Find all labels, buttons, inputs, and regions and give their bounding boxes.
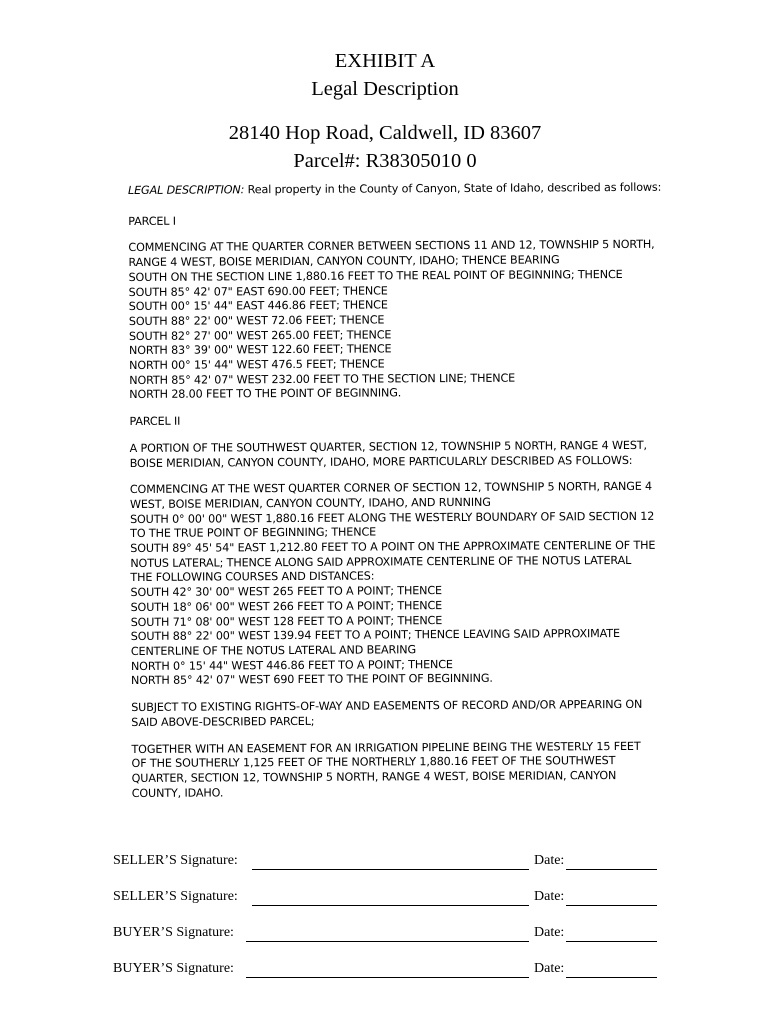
date-line[interactable]	[566, 869, 657, 870]
description-line: SOUTH 0° 00' 00" WEST 1,880.16 FEET ALONG THE WESTERLY BOUNDARY OF SAID SECTION 12	[130, 509, 655, 526]
exhibit-title: EXHIBIT A	[334, 50, 436, 72]
description-line: SAID ABOVE-DESCRIBED PARCEL;	[131, 714, 315, 729]
description-line: A PORTION OF THE SOUTHWEST QUARTER, SECTION 12, TOWNSHIP 5 NORTH, RANGE 4 WEST,	[129, 438, 647, 455]
signature-label: SELLER’S Signature:	[113, 889, 238, 904]
date-label: Date:	[534, 889, 565, 904]
date-line[interactable]	[566, 941, 657, 942]
legal-description-body	[128, 181, 662, 814]
signature-block	[113, 853, 658, 997]
description-line: THE FOLLOWING COURSES AND DISTANCES:	[130, 569, 375, 585]
parcel-ii-subject-to	[131, 698, 661, 731]
description-line: NORTH 85° 42' 07" WEST 232.00 FEET TO THE SECTION LINE; THENCE	[129, 371, 516, 387]
description-line: SUBJECT TO EXISTING RIGHTS-OF-WAY AND EASEMENTS OF RECORD AND/OR APPEARING ON	[131, 697, 643, 715]
signature-label: SELLER’S Signature:	[113, 853, 238, 868]
description-line: NORTH 0° 15' 44" WEST 446.86 FEET TO A POINT; THENCE	[130, 657, 453, 673]
description-line: WEST, BOISE MERIDIAN, CANYON COUNTY, IDAHO, AND RUNNING	[129, 495, 491, 511]
date-line[interactable]	[566, 977, 657, 978]
seller-signature-row	[113, 853, 658, 889]
description-line: COMMENCING AT THE WEST QUARTER CORNER OF SECTION 12, TOWNSHIP 5 NORTH, RANGE 4	[129, 480, 653, 497]
property-address: 28140 Hop Road, Caldwell, ID 83607	[228, 122, 542, 144]
date-label: Date:	[534, 925, 565, 940]
parcel-i-description	[128, 238, 659, 403]
description-line: QUARTER, SECTION 12, TOWNSHIP 5 NORTH, RANGE 4 WEST, BOISE MERIDIAN, CANYON	[131, 768, 617, 785]
parcel-i-title: PARCEL I	[128, 214, 176, 228]
description-line: NORTH 83° 39' 00" WEST 122.60 FEET; THENCE	[128, 342, 392, 358]
description-line: SOUTH 85° 42' 07" EAST 690.00 FEET; THENCE	[128, 283, 388, 299]
parcel-ii-courses	[130, 480, 661, 689]
description-line: SOUTH 42° 30' 00" WEST 265 FEET TO A POINT; THENCE	[130, 584, 442, 600]
signature-line[interactable]	[246, 977, 529, 978]
header-gap	[0, 103, 770, 119]
signature-line[interactable]	[246, 941, 529, 942]
description-line: NORTH 85° 42' 07" WEST 690 FEET TO THE POINT OF BEGINNING.	[130, 672, 493, 688]
legal-intro	[128, 180, 662, 199]
exhibit-subtitle: Legal Description	[311, 78, 459, 100]
signature-line[interactable]	[252, 905, 529, 906]
description-line: COUNTY, IDAHO.	[131, 786, 224, 800]
description-line: RANGE 4 WEST, BOISE MERIDIAN, CANYON COUNTY, IDAHO; THENCE BEARING	[128, 253, 560, 270]
description-line: TO THE TRUE POINT OF BEGINNING; THENCE	[130, 525, 377, 541]
document-header	[0, 47, 770, 175]
description-line: SOUTH 82° 27' 00" WEST 265.00 FEET; THENCE	[128, 328, 392, 343]
description-line: BOISE MERIDIAN, CANYON COUNTY, IDAHO, MORE PARTICULARLY DESCRIBED AS FOLLOWS:	[129, 453, 633, 470]
signature-label: BUYER’S Signature:	[113, 925, 234, 940]
buyer-signature-row	[113, 961, 658, 997]
parcel-number: Parcel#: R38305010 0	[293, 150, 477, 172]
description-line: SOUTH 18° 06' 00" WEST 266 FEET TO A POINT; THENCE	[130, 598, 443, 614]
description-line: SOUTH 88° 22' 00" WEST 72.06 FEET; THENCE	[128, 313, 385, 328]
parcel-ii-title: PARCEL II	[129, 414, 181, 429]
description-line: SOUTH ON THE SECTION LINE 1,880.16 FEET TO THE REAL POINT OF BEGINNING; THENCE	[128, 267, 623, 284]
description-line: SOUTH 89° 45' 54" EAST 1,212.80 FEET TO A POINT ON THE APPROXIMATE CENTERLINE OF THE	[130, 538, 656, 556]
date-line[interactable]	[566, 905, 657, 906]
description-line: SOUTH 00° 15' 44" EAST 446.86 FEET; THENCE	[128, 298, 388, 314]
description-line: NORTH 00° 15' 44" WEST 476.5 FEET; THENCE	[129, 357, 385, 373]
signature-label: BUYER’S Signature:	[113, 961, 234, 976]
legal-intro-text: Real property in the County of Canyon, State of Idaho, described as follows:	[244, 180, 662, 197]
buyer-signature-row	[113, 925, 658, 961]
date-label: Date:	[534, 853, 565, 868]
legal-description-label: LEGAL DESCRIPTION:	[128, 183, 245, 197]
description-line: SOUTH 71° 08' 00" WEST 128 FEET TO A POINT; THENCE	[130, 613, 443, 629]
description-line: NOTUS LATERAL; THENCE ALONG SAID APPROXIMATE CENTERLINE OF THE NOTUS LATERAL	[130, 553, 632, 570]
description-line: COMMENCING AT THE QUARTER CORNER BETWEEN SECTIONS 11 AND 12, TOWNSHIP 5 NORTH,	[128, 238, 655, 255]
signature-line[interactable]	[252, 869, 529, 870]
description-line: SOUTH 88° 22' 00" WEST 139.94 FEET TO A POINT; THENCE LEAVING SAID APPROXIMATE	[130, 627, 620, 644]
description-line: OF THE SOUTHERLY 1,125 FEET OF THE NORTHERLY 1,880.16 FEET OF THE SOUTHWEST	[131, 754, 616, 771]
date-label: Date:	[534, 961, 565, 976]
description-line: TOGETHER WITH AN EASEMENT FOR AN IRRIGATION PIPELINE BEING THE WESTERLY 15 FEET	[131, 739, 641, 756]
parcel-ii-portion	[130, 439, 660, 472]
description-line: CENTERLINE OF THE NOTUS LATERAL AND BEARING	[130, 643, 417, 658]
parcel-ii-easement	[131, 739, 661, 801]
seller-signature-row	[113, 889, 658, 925]
description-line: NORTH 28.00 FEET TO THE POINT OF BEGINNING.	[129, 386, 402, 402]
